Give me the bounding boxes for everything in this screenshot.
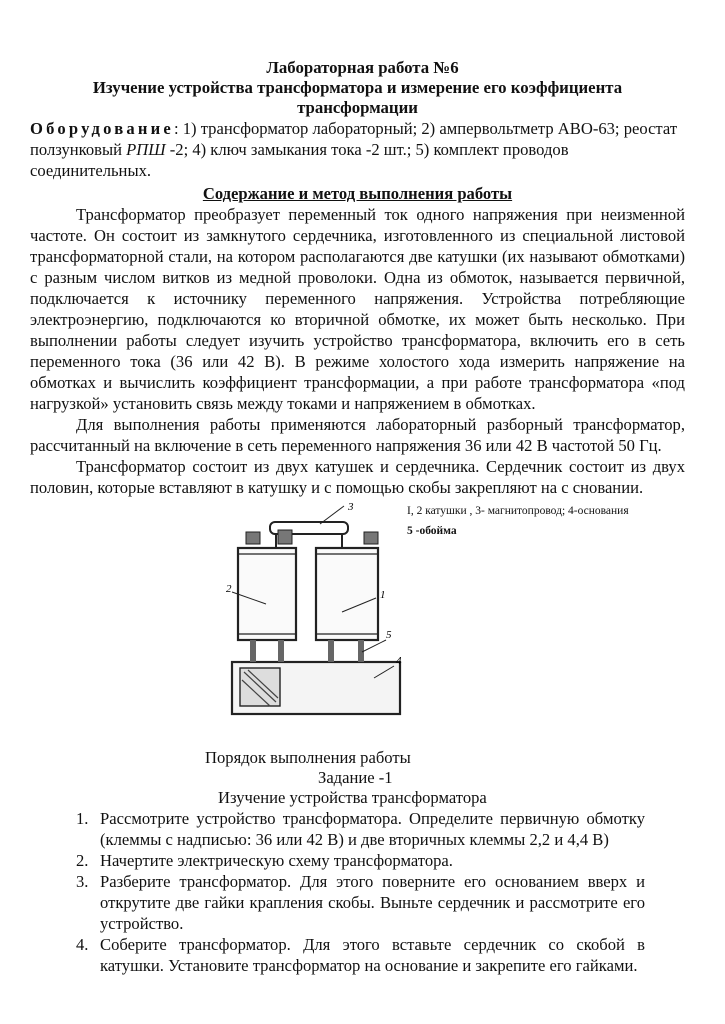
body-paragraph-3: Трансформатор состоит из двух катушек и сердечника. Сердечник состоит из двух половин, которые вставляют в катушку и с помощью скобы закрепляют на с сновании. [30, 457, 685, 497]
task-title: Изучение устройства трансформатора [218, 788, 487, 807]
equipment-italic-text: РПШ [126, 140, 166, 159]
procedure-steps [76, 808, 645, 976]
procedure-step [76, 850, 645, 871]
document-subtitle-line-1: Изучение устройства трансформатора и измерение его коэффициента [92, 78, 623, 97]
figure-row [30, 502, 685, 730]
label-4: 4 [396, 655, 402, 667]
section-heading: Содержание и метод выполнения работы [202, 184, 513, 203]
equipment-text-1: : 1) трансформатор лабораторный; 2) ампервольтметр АВО-63; реостат ползунковый [30, 119, 678, 159]
body-paragraph-1: Трансформатор преобразует переменный ток одного напряжения при неизменной частоте. Он состоит из замкнутого сердечника, изготовленного из специальной листовой трансформаторной стали, на котором располагаются две катушки (их называют обмотками) с разным числом витков из медной проволоки. Одна из обмоток, называется первичной, подключается к источнику переменного напряжения. Устройства потребляющие электроэнергию, подключаются ко вторичной обмотке, их может быть несколько. При выполнении работы следует изучить устройство трансформатора, включить его в сеть переменного тока (36 или 42 В). В режиме холостого хода измерить напряжение на обмотках и вычислить коэффициент трансформации, а при работе трансформатора «под нагрузкой» установить связь между токами и напряжением в обмотках. [30, 205, 685, 413]
step-text: Начертите электрическую схему трансформатора. [100, 851, 453, 870]
task-label: Задание -1 [318, 768, 393, 787]
procedure-step [76, 808, 645, 850]
step-text: Соберите трансформатор. Для этого вставьте сердечник со скобой в катушки. Установите трансформатор на основание и закрепите его гайками. [100, 935, 645, 975]
equipment-label: Оборудование [30, 119, 174, 138]
step-number: 1. [76, 809, 89, 828]
procedure-step [76, 934, 645, 976]
document-subtitle-line-2: трансформации [297, 98, 418, 117]
transformer-diagram [226, 502, 406, 724]
procedure-heading: Порядок выполнения работы [205, 748, 411, 767]
document-title: Лабораторная работа №6 [266, 58, 459, 77]
label-3: 3 [348, 502, 354, 513]
label-1: 1 [380, 589, 386, 601]
step-text: Рассмотрите устройство трансформатора. Определите первичную обмотку (клеммы с надписью: 36 или 42 В) и две вторичных клеммы 2,2 и 4,4 В) [100, 809, 645, 849]
step-number: 2. [76, 851, 89, 870]
equipment-paragraph [30, 118, 685, 181]
step-number: 4. [76, 935, 89, 954]
label-5: 5 [386, 629, 392, 641]
body-paragraph-2: Для выполнения работы применяются лабораторный разборный трансформатор, рассчитанный на включение в сеть переменного напряжения 36 или 42 В частотой 50 Гц. [30, 415, 685, 455]
step-text: Разберите трансформатор. Для этого поверните его основанием вверх и открутите две гайки крапления скобы. Выньте сердечник и рассмотрите его устройство. [100, 872, 645, 933]
figure-caption-line-1: I, 2 катушки , 3- магнитопровод; 4-основания [407, 505, 629, 517]
equipment-text-2: -2; 4) ключ замыкания тока -2 шт.; 5) комплект проводов соединительных. [30, 140, 569, 180]
label-2: 2 [226, 583, 232, 595]
document-page [30, 58, 685, 730]
procedure-step [76, 871, 645, 934]
step-number: 3. [76, 872, 89, 891]
figure-caption-line-2: 5 -обойма [407, 525, 457, 537]
figure-caption [407, 504, 637, 538]
